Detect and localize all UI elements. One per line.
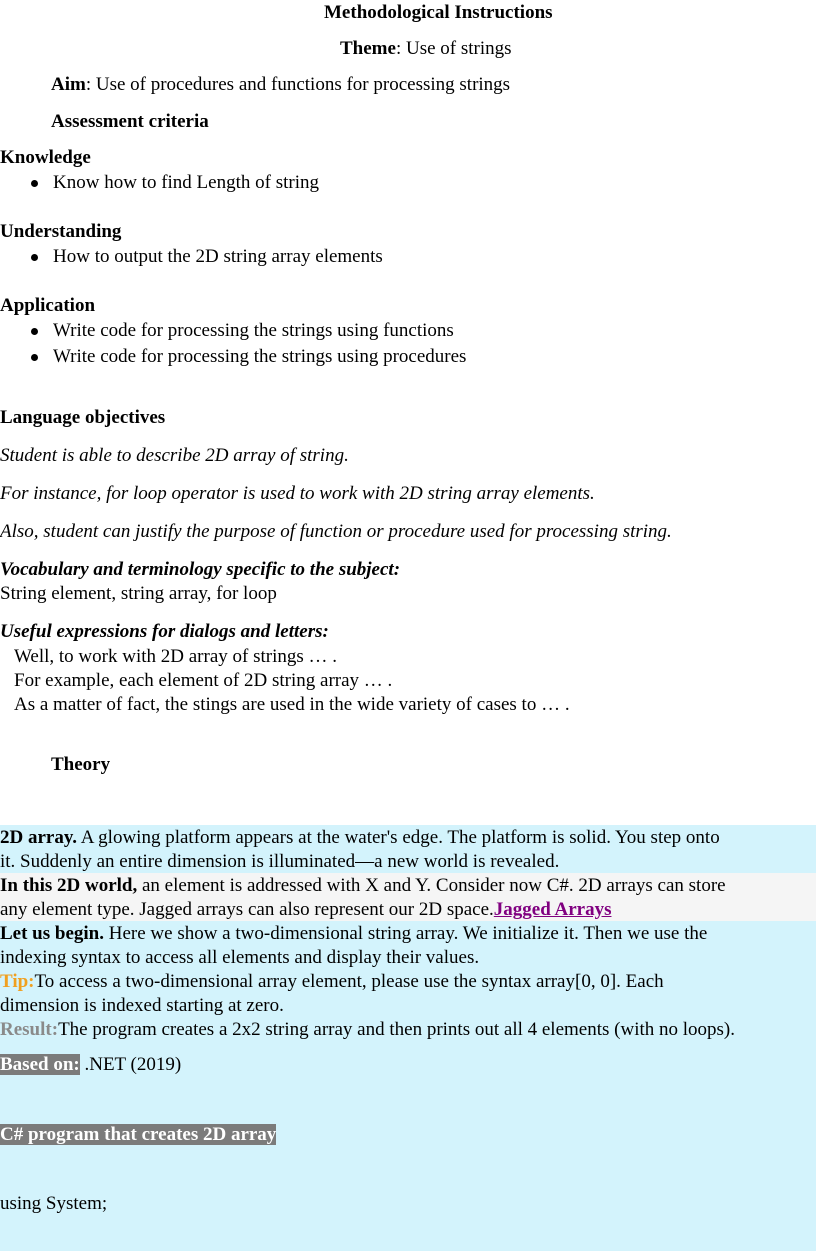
based-on-label: Based on: (0, 1054, 80, 1075)
tip-line2: dimension is indexed starting at zero. (0, 995, 284, 1016)
bullet-icon (31, 254, 38, 261)
result-label: Result: (0, 1019, 59, 1040)
expressions-heading: Useful expressions for dialogs and letters: (0, 621, 329, 642)
code-title-line (0, 1123, 276, 1147)
language-heading: Language objectives (0, 407, 166, 428)
bullet-icon (31, 180, 38, 187)
application-heading: Application (0, 295, 96, 316)
language-line: Also, student can justify the purpose of function or procedure used for processing string. (0, 521, 672, 542)
bullet-icon (31, 354, 38, 361)
vocab-heading: Vocabulary and terminology specific to the subject: (0, 559, 401, 580)
theory-heading: Theory (51, 754, 111, 775)
theory-p3-line2: indexing syntax to access all elements and display their values. (0, 947, 480, 968)
understanding-heading: Understanding (0, 221, 122, 242)
aim-line (51, 73, 510, 97)
theory-p2-line1: In this 2D world, an element is addressed with X and Y. Consider now C#. 2D arrays can store (0, 875, 726, 896)
tip-line1: Tip:To access a two-dimensional array element, please use the syntax array[0, 0]. Each (0, 971, 664, 992)
theory-p1-line2: it. Suddenly an entire dimension is illuminated—a new world is revealed. (0, 851, 560, 872)
based-on-line: Based on: .NET (2019) (0, 1054, 182, 1075)
expression-line: For example, each element of 2D string array … . (14, 670, 393, 691)
theme-value: : Use of strings (395, 38, 512, 59)
assessment-heading: Assessment criteria (51, 111, 209, 132)
tip-label: Tip: (0, 971, 35, 992)
theory-p2-line2: any element type. Jagged arrays can also represent our 2D space.Jagged Arrays (0, 899, 612, 920)
aim-value: : Use of procedures and functions for processing strings (85, 74, 511, 95)
bullet-icon (31, 328, 38, 335)
document-title: Methodological Instructions (324, 2, 553, 23)
knowledge-heading: Knowledge (0, 147, 91, 168)
code-line: using System; (0, 1193, 108, 1214)
theory-p3-line1: Let us begin. Here we show a two-dimensional string array. We initialize it. Then we use the (0, 923, 708, 944)
language-line: For instance, for loop operator is used to work with 2D string array elements. (0, 483, 595, 504)
language-line: Student is able to describe 2D array of string. (0, 445, 349, 466)
result-line: Result:The program creates a 2x2 string array and then prints out all 4 elements (with no loops). (0, 1019, 736, 1040)
vocab-text: String element, string array, for loop (0, 583, 277, 604)
theme-line (340, 37, 512, 61)
theme-label: Theme (340, 38, 396, 59)
expression-line: Well, to work with 2D array of strings … . (14, 646, 337, 667)
theory-p1-line1: 2D array. A glowing platform appears at the water's edge. The platform is solid. You step onto (0, 827, 720, 848)
jagged-arrays-link[interactable]: Jagged Arrays (493, 899, 612, 920)
aim-label: Aim (51, 74, 86, 95)
code-title: C# program that creates 2D array (0, 1124, 277, 1145)
expression-line: As a matter of fact, the stings are used in the wide variety of cases to … . (14, 694, 570, 715)
